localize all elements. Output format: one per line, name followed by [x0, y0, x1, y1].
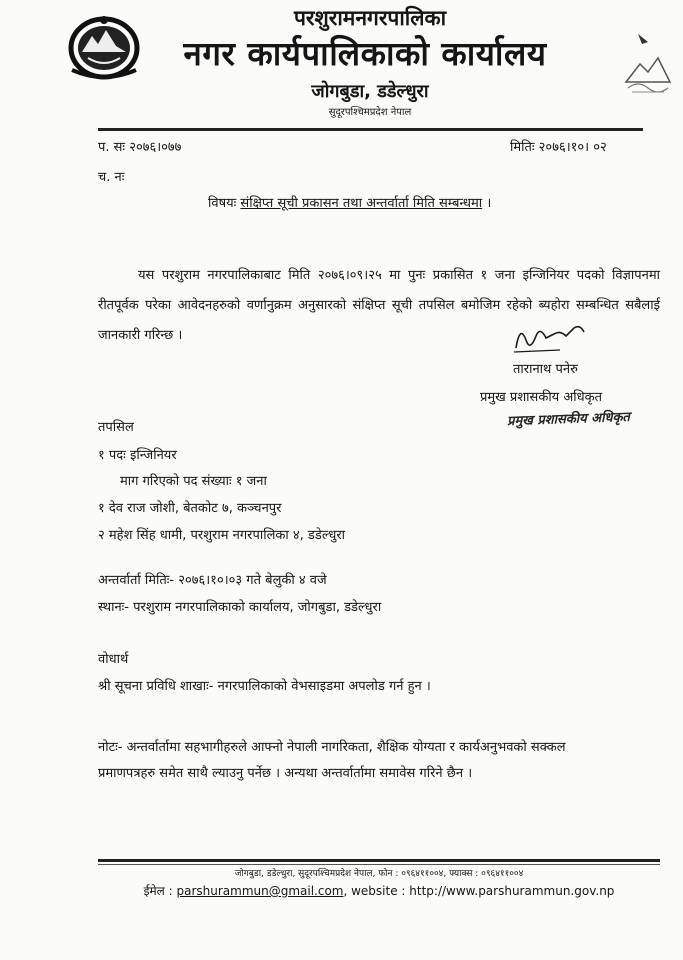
- visit-nepal-logo-icon: [618, 30, 676, 100]
- interview-venue: स्थानः- परशुराम नगरपालिकाको कार्यालय, जोगबुडा, डडेल्धुरा: [98, 600, 382, 615]
- website-text[interactable]: , website : http://www.parshurammun.gov.np: [343, 884, 615, 898]
- post-title: १ पदः इन्जिनियर: [98, 448, 177, 463]
- header-divider: [98, 128, 643, 131]
- signatory-designation: प्रमुख प्रशासकीय अधिकृत: [480, 390, 603, 405]
- municipality-name: परशुरामनगरपालिका: [293, 6, 447, 30]
- dispatch-number: च. नः: [98, 170, 125, 185]
- email-label: ईमेल :: [143, 884, 173, 898]
- candidate-item: १ देव राज जोशी, बेतकोट ७, कञ्चनपुर: [98, 501, 282, 516]
- tapasil-heading: तपसिल: [98, 420, 134, 435]
- office-address: जोगबुडा, डडेल्धुरा: [311, 81, 429, 102]
- signatory-name: तारानाथ पनेरु: [513, 362, 578, 377]
- candidate-item: २ महेश सिंह धामी, परशुराम नगरपालिका ४, डडेल्धुरा: [98, 528, 346, 543]
- subject-label: विषयः: [208, 196, 237, 211]
- cc-heading: वोधार्थ: [98, 652, 129, 667]
- footer-divider-thin: [98, 864, 660, 865]
- reference-number: प. सः २०७६।०७७: [98, 140, 182, 155]
- email-link[interactable]: parshurammun@gmail.com: [176, 884, 344, 898]
- office-name: नगर कार्यपालिकाको कार्यालय: [183, 34, 547, 73]
- subject-text: संक्षिप्त सूची प्रकासन तथा अन्तर्वार्ता मिति सम्बन्धमा: [240, 196, 483, 211]
- interview-date: अन्तर्वार्ता मितिः- २०७६।१०।०३ गते बेलुकी ४ वजे: [98, 573, 327, 588]
- footer-address: जोगबुडा, डडेल्धुरा, सुदूरपश्चिमप्रदेश नेपाल, फोन : ०९६४११००४, फ्याक्स : ०९६४११००४: [234, 869, 524, 879]
- province-name: सुदूरपश्चिमप्रदेश नेपाल: [328, 107, 412, 118]
- official-stamp: प्रमुख प्रशासकीय अधिकृत: [506, 409, 631, 430]
- posts-demanded: माग गरिएको पद संख्याः १ जना: [120, 474, 267, 489]
- note-line-2: प्रमाणपत्रहरु समेत साथै ल्याउनु पर्नेछ । अन्यथा अन्तर्वार्तामा समावेस गरिने छैन ।: [98, 766, 473, 781]
- footer-contact: [98, 882, 660, 899]
- cc-line: श्री सूचना प्रविधि शाखाः- नगरपालिकाको वेभसाइडमा अपलोड गर्न हुन ।: [98, 679, 431, 694]
- letter-date: मितिः २०७६।१०। ०२: [510, 140, 607, 155]
- subject-end: ।: [486, 196, 492, 211]
- footer-divider: [98, 859, 660, 862]
- body-paragraph: यस परशुराम नगरपालिकाबाट मिति २०७६।०९।२५ मा पुनः प्रकासित १ जना इन्जिनियर पदको विज्ञापनमा रीतपूर्वक परेका आवेदनहरुको वर्णानुक्रम अनुसारको संक्षिप्त सूची तपसिल बमोजिम रहेको ब्यहोरा सम्बन्धित सबैलाई जानकारी गरिन्छ ।: [98, 268, 660, 343]
- signature-icon: [510, 318, 590, 358]
- note-line-1: नोटः- अन्तर्वार्तामा सहभागीहरुले आफ्नो नेपाली नागरिकता, शैक्षिक योग्यता र कार्यअनुभवको सक्कल: [98, 740, 566, 755]
- subject-line: [208, 196, 491, 212]
